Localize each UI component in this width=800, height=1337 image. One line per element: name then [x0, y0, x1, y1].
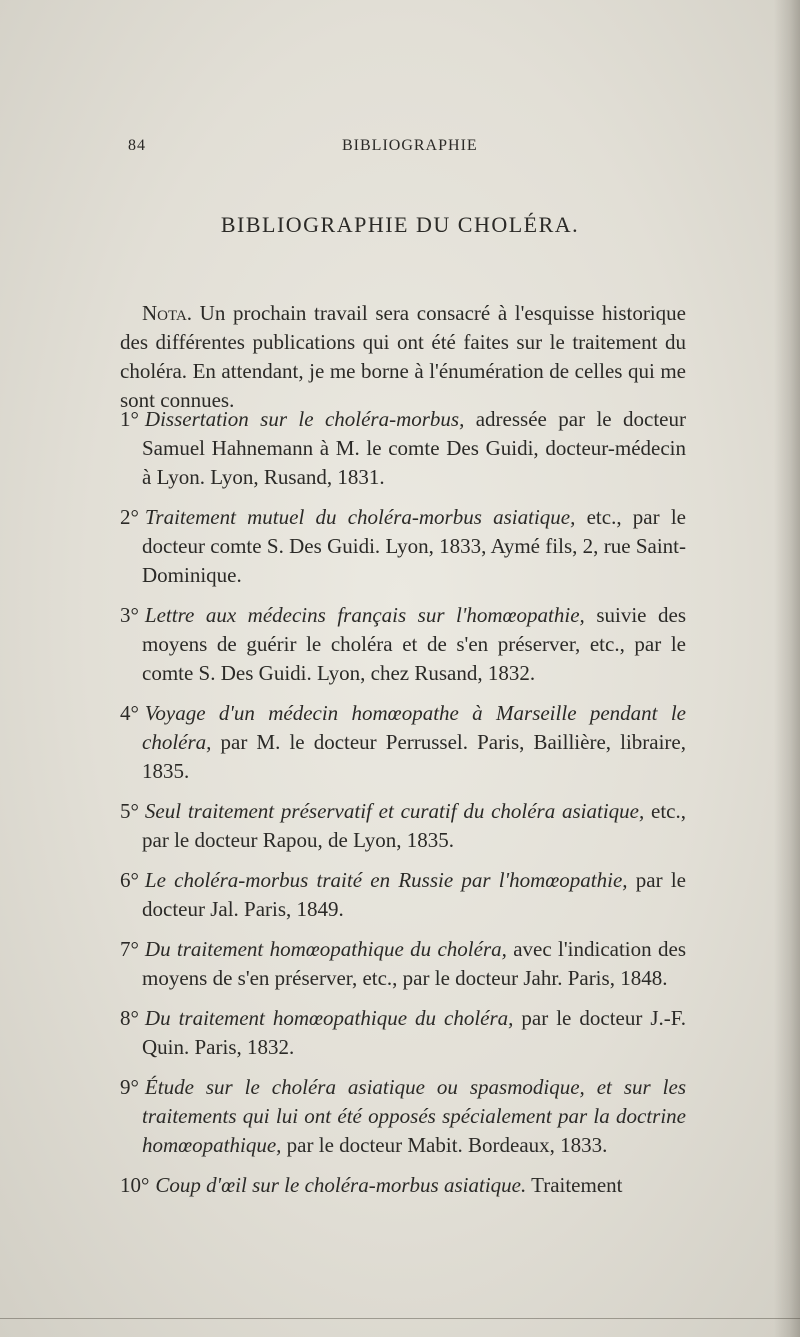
entry-details: etc., par le docteur comte S. Des Guidi. Lyon, 1833, Aymé fils, 2, rue Saint-Dominique. — [142, 505, 686, 587]
entry-details: etc., par le docteur Rapou, de Lyon, 1835. — [142, 799, 686, 852]
entry-details: suivie des moyens de guérir le choléra et de s'en préserver, etc., par le comte S. Des Guidi. Lyon, chez Rusand, 1832. — [142, 603, 687, 685]
bibliography-entry — [120, 699, 686, 786]
entry-title: Du traitement homœopathique du choléra, — [144, 1006, 514, 1030]
entry-details: par le docteur J.-F. Quin. Paris, 1832. — [142, 1006, 686, 1059]
entry-number: 10° — [120, 1173, 150, 1197]
entry-title: Coup d'œil sur le choléra-morbus asiatique. — [155, 1173, 527, 1197]
entry-number: 7° — [120, 937, 139, 961]
bibliography-entry — [120, 503, 686, 590]
bibliography-entry — [120, 866, 686, 924]
entry-number: 6° — [120, 868, 139, 892]
running-title: BIBLIOGRAPHIE — [342, 137, 478, 154]
running-head — [120, 137, 680, 159]
page-edge-shadow — [774, 0, 800, 1337]
page-number: 84 — [128, 137, 146, 154]
bibliography-entry — [120, 935, 686, 993]
entry-title: Seul traitement préservatif et curatif du choléra asiatique, — [144, 799, 645, 823]
page-bottom-rule — [0, 1318, 800, 1319]
nota-paragraph — [120, 299, 686, 415]
entry-number: 3° — [120, 603, 139, 627]
bibliography-entry — [120, 797, 686, 855]
entry-details: par le docteur Jal. Paris, 1849. — [142, 868, 686, 921]
bibliography-entry — [120, 601, 686, 688]
bibliography-entry — [120, 1171, 686, 1200]
entry-number: 8° — [120, 1006, 139, 1030]
entry-title: Du traitement homœopathique du choléra, — [144, 937, 507, 961]
bibliography-entry — [120, 1073, 686, 1160]
entry-number: 9° — [120, 1075, 139, 1099]
entry-details: par le docteur Mabit. Bordeaux, 1833. — [281, 1133, 608, 1157]
entry-title: Étude sur le choléra asiatique ou spasmodique, et sur les traitements qui lui ont été opposés spécialement par la doctrine homœopathique, — [142, 1075, 686, 1157]
entry-details: par M. le docteur Perrussel. Paris, Baillière, libraire, 1835. — [142, 730, 686, 783]
entry-title: Traitement mutuel du choléra-morbus asiatique, — [144, 505, 576, 529]
entry-title: Le choléra-morbus traité en Russie par l'homœopathie, — [144, 868, 628, 892]
entry-details: avec l'indication des moyens de s'en préserver, etc., par le docteur Jahr. Paris, 1848. — [142, 937, 686, 990]
entry-title: Dissertation sur le choléra-morbus, — [144, 407, 465, 431]
bibliography-entry — [120, 1004, 686, 1062]
nota-text: Un prochain travail sera consacré à l'esquisse historique des différentes publications qui ont été faites sur le traitement du choléra. En attendant, je me borne à l'énumération de celles qui me sont connues. — [120, 301, 686, 412]
entry-details: adressée par le docteur Samuel Hahnemann à M. le comte Des Guidi, docteur-médecin à Lyon. Lyon, Rusand, 1831. — [142, 407, 686, 489]
entry-number: 1° — [120, 407, 139, 431]
nota-label: Nota. — [142, 301, 193, 325]
bibliography-entry — [120, 405, 686, 492]
section-title: BIBLIOGRAPHIE DU CHOLÉRA. — [220, 212, 580, 237]
entry-details: Traitement — [526, 1173, 623, 1197]
entry-number: 5° — [120, 799, 139, 823]
entry-title: Voyage d'un médecin homœopathe à Marseille pendant le choléra, — [142, 701, 686, 754]
entry-number: 2° — [120, 505, 139, 529]
bibliography-list — [120, 405, 686, 1211]
entry-title: Lettre aux médecins français sur l'homœopathie, — [144, 603, 585, 627]
entry-number: 4° — [120, 701, 139, 725]
